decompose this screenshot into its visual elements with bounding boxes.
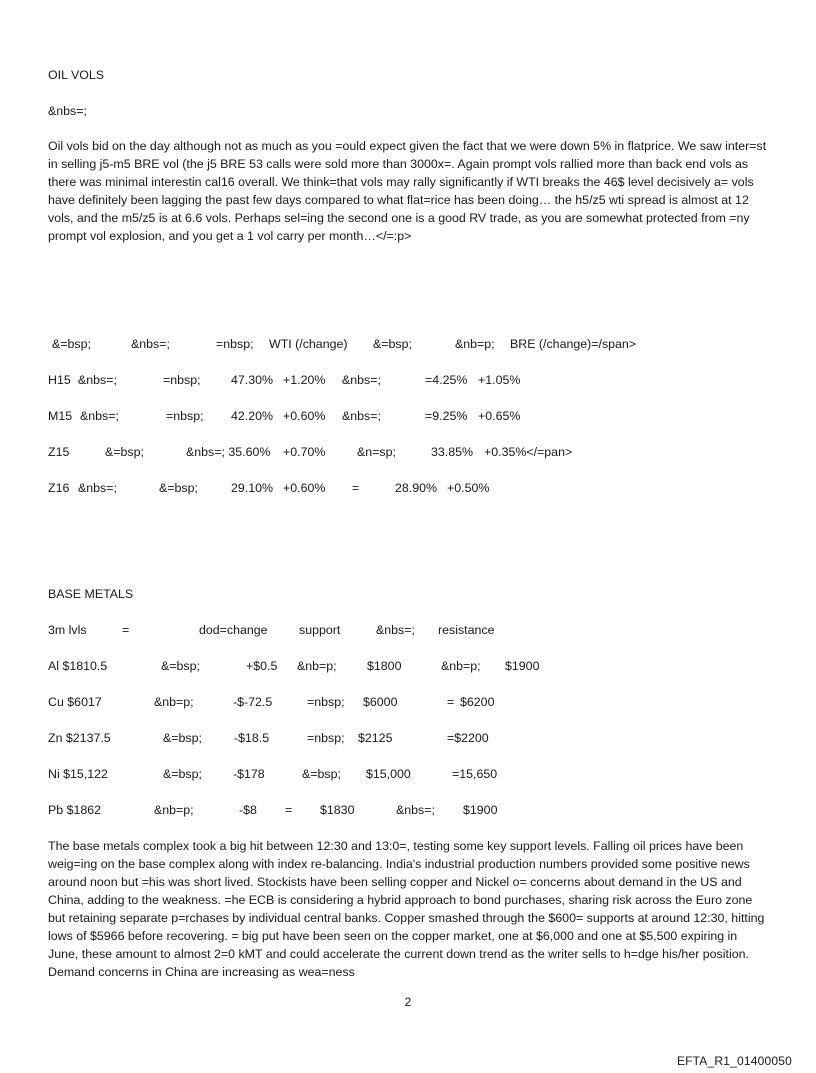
metals-header-cell: resistance <box>438 623 495 637</box>
vol-cell: &nbs=; <box>78 373 117 387</box>
vol-cell: 33.85% <box>431 445 474 459</box>
metals-cell: Ni $15,122 <box>48 767 108 781</box>
metals-section-title: BASE METALS <box>48 587 134 601</box>
metals-cell: &=bsp; <box>302 767 341 781</box>
vol-cell: &=bsp; <box>159 481 198 495</box>
metals-header-cell: &nbs=; <box>376 623 415 637</box>
metals-cell: &nbs=; <box>396 803 435 817</box>
vol-cell: &n=sp; <box>357 445 396 459</box>
metals-cell: = <box>447 695 455 709</box>
vol-header-cell: &=bsp; <box>52 337 91 351</box>
vol-cell: =nbsp; <box>163 373 201 387</box>
vol-cell: 29.10% <box>231 481 274 495</box>
metals-header-cell: support <box>299 623 341 637</box>
vol-cell: 42.20% <box>231 409 274 423</box>
document-id: EFTA_R1_01400050 <box>676 1054 792 1068</box>
metals-cell: Pb $1862 <box>48 803 102 817</box>
metals-header-cell: = <box>122 623 130 637</box>
vol-cell: &nbs=; <box>78 481 117 495</box>
vol-cell: =9.25% <box>425 409 468 423</box>
metals-cell: $1900 <box>463 803 498 817</box>
vol-cell: &nbs=; <box>342 373 381 387</box>
vol-cell: +0.60% <box>283 409 326 423</box>
vol-cell: 47.30% <box>231 373 274 387</box>
vol-header-cell: &=bsp; <box>373 337 412 351</box>
vol-header-cell: &nbs=; <box>131 337 170 351</box>
metals-cell: =nbsp; <box>307 695 345 709</box>
metals-cell: -$8 <box>239 803 257 817</box>
metals-cell: &=bsp; <box>163 731 202 745</box>
metals-cell: Zn $2137.5 <box>48 731 111 745</box>
metals-cell: Cu $6017 <box>48 695 102 709</box>
vol-cell: =nbsp; <box>166 409 204 423</box>
metals-cell: $1830 <box>320 803 355 817</box>
metals-cell: $2125 <box>358 731 393 745</box>
metals-table-row <box>0 802 816 818</box>
vol-cell: +0.65% <box>478 409 521 423</box>
vol-table-row <box>0 372 816 388</box>
vol-table-row <box>0 408 816 424</box>
metals-cell: $15,000 <box>366 767 411 781</box>
metals-paragraph: The base metals complex took a big hit between 12:30 and 13:0=, testing some key support levels. Falling oil prices have been weig=ing on the base complex along with index re-balancing. India's industrial production numbers provided some positive news around noon but =his was short lived. Stockists have been selling copper and Nickel o= concerns about demand in the US and China, adding to the weakness. =he ECB is considering a hybrid approach to bond purchases, sharing risk across the Euro zone but retaining separate p=rchases by individual central banks. Copper smashed through the $600= supports at around 12:30, hitting lows of $5966 before recovering. = big put have been seen on the copper market, one at $6,000 and one at $5,500 expiring in June, these amount to almost 2=0 kMT and could accelerate the current down trend as the writer sells to h=dge his/her position. Demand concerns in China are increasing as wea=ness <box>48 839 765 979</box>
metals-table-row <box>0 766 816 782</box>
vol-cell: +0.35%</=pan> <box>484 445 573 459</box>
vol-cell: = <box>352 481 360 495</box>
metals-cell: &nb=p; <box>297 659 337 673</box>
vol-table-row <box>0 480 816 496</box>
metals-cell: $1900 <box>505 659 540 673</box>
vol-cell: +0.60% <box>283 481 326 495</box>
metals-cell: -$178 <box>233 767 265 781</box>
oil-paragraph: Oil vols bid on the day although not as much as you =ould expect given the fact that we were down 5% in flatprice. We saw inter=st in selling j5-m5 BRE vol (the j5 BRE 53 calls were sold more than 3000x=. Again prompt vols rallied more than back end vols as there was minimal interestin cal16 overall. We think=that vols may rally significantly if WTI breaks the 46$ level decisively a= vols have definitely been lagging the past few days compared to what flat=rice has been doing… the h5/z5 wti spread is almost at 12 vols, and the m5/z5 is at 6.6 vols. Perhaps sel=ing the second one is a good RV trade, as you are somewhat protected from =ny prompt vol explosion, and you get a 1 vol carry per month…</=:p> <box>48 139 767 243</box>
metals-cell: -$-72.5 <box>233 695 273 709</box>
vol-header-cell: &nb=p; <box>455 337 495 351</box>
metals-cell: &nb=p; <box>441 659 481 673</box>
vol-cell: +0.70% <box>283 445 326 459</box>
metals-cell: $1800 <box>367 659 402 673</box>
metals-table-header <box>0 622 816 638</box>
vol-cell: &=bsp; <box>105 445 144 459</box>
vol-cell: =4.25% <box>425 373 468 387</box>
metals-cell: &nb=p; <box>154 803 194 817</box>
oil-spacer: &nbs=; <box>48 104 87 118</box>
vol-cell: &nbs=; 35.60% <box>186 445 271 459</box>
vol-header-bre: BRE (/change)=/span> <box>510 337 637 351</box>
vol-header-wti: WTI (/change) <box>269 337 348 351</box>
metals-table-row <box>0 730 816 746</box>
metals-header-cell: dod=change <box>199 623 268 637</box>
vol-cell: H15 <box>48 373 71 387</box>
vol-header-cell: =nbsp; <box>216 337 254 351</box>
metals-cell: +$0.5 <box>246 659 278 673</box>
vol-cell: &nbs=; <box>342 409 381 423</box>
metals-cell: $6200 <box>460 695 495 709</box>
vol-cell: Z16 <box>48 481 70 495</box>
metals-cell: =nbsp; <box>307 731 345 745</box>
metals-header-cell: 3m lvls <box>48 623 87 637</box>
vol-cell: Z15 <box>48 445 70 459</box>
vol-cell: +1.20% <box>283 373 326 387</box>
metals-cell: $6000 <box>363 695 398 709</box>
metals-cell: -$18.5 <box>234 731 270 745</box>
vol-cell: M15 <box>48 409 73 423</box>
page-number: 2 <box>404 995 412 1009</box>
vol-cell: +0.50% <box>447 481 490 495</box>
vol-cell: +1.05% <box>478 373 521 387</box>
metals-cell: =$2200 <box>447 731 489 745</box>
metals-table-row <box>0 694 816 710</box>
vol-table-row <box>0 444 816 460</box>
metals-cell: &=bsp; <box>163 767 202 781</box>
metals-cell: &nb=p; <box>154 695 194 709</box>
metals-table-row <box>0 658 816 674</box>
vol-cell: 28.90% <box>395 481 438 495</box>
vol-cell: &nbs=; <box>80 409 119 423</box>
metals-cell: =15,650 <box>452 767 498 781</box>
metals-cell: &=bsp; <box>161 659 200 673</box>
vol-table-header <box>0 336 816 352</box>
metals-cell: = <box>285 803 293 817</box>
metals-cell: Al $1810.5 <box>48 659 108 673</box>
oil-section-title: OIL VOLS <box>48 68 105 82</box>
